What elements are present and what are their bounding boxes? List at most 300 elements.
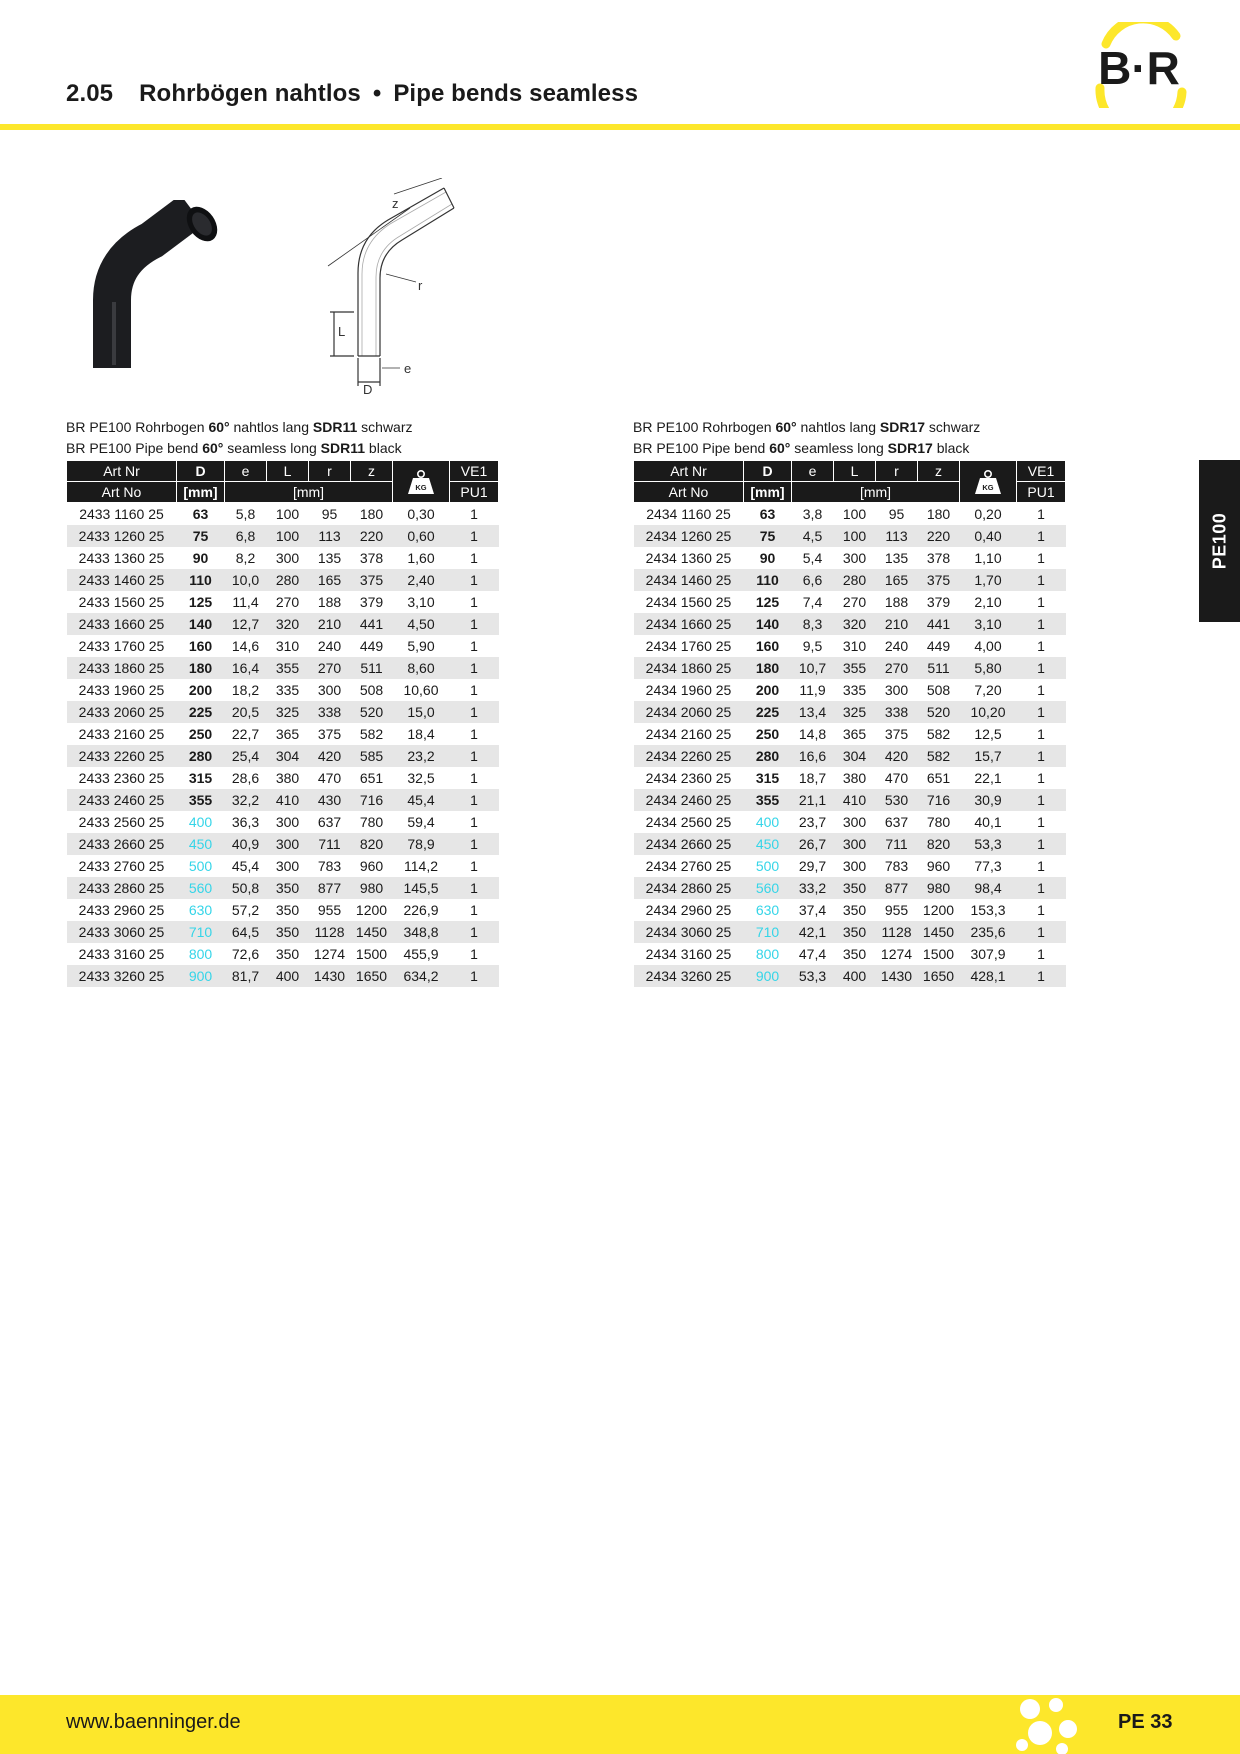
cell-weight: 23,2	[393, 745, 450, 767]
cell-pack-unit: 1	[1037, 857, 1045, 874]
col-header-l: L	[834, 461, 876, 482]
cell-pack-unit: 1	[1017, 877, 1066, 899]
cell-d: 900	[744, 965, 792, 987]
cell-z: 582	[359, 725, 384, 742]
cell-l: 380	[842, 769, 867, 786]
table-row	[634, 635, 1066, 657]
cell-d: 280	[177, 745, 225, 767]
cell-r: 300	[317, 681, 342, 698]
cell-z: 582	[918, 745, 960, 767]
cell-d: 450	[744, 833, 792, 855]
cell-d: 225	[744, 701, 792, 723]
cell-e: 25,4	[225, 745, 267, 767]
cell-art-no: 2433 2060 25	[67, 701, 177, 723]
cell-art-no: 2433 1360 25	[78, 549, 165, 566]
cell-z: 1200	[922, 901, 955, 918]
cell-r: 637	[884, 813, 909, 830]
decorative-pattern-icon	[1012, 1695, 1082, 1754]
cell-l: 300	[842, 857, 867, 874]
cell-e: 21,1	[792, 789, 834, 811]
cell-l: 300	[267, 833, 309, 855]
cell-weight: 3,10	[407, 593, 435, 610]
cell-z: 379	[926, 593, 951, 610]
cell-r: 955	[317, 901, 342, 918]
cell-l: 325	[834, 701, 876, 723]
cell-z: 511	[351, 657, 393, 679]
cell-d: 140	[744, 613, 792, 635]
cell-art-no: 2433 2560 25	[78, 813, 165, 830]
cell-pack-unit: 1	[450, 701, 499, 723]
cell-pack-unit: 1	[1017, 921, 1066, 943]
cell-z: 511	[918, 657, 960, 679]
cell-l: 365	[275, 725, 300, 742]
cell-l: 270	[275, 593, 300, 610]
cell-art-no: 2434 2660 25	[634, 833, 744, 855]
cell-weight: 226,9	[403, 901, 439, 918]
caption-segment: SDR17	[887, 440, 933, 456]
cell-l: 310	[275, 637, 300, 654]
cell-l: 300	[842, 813, 867, 830]
cell-l: 350	[275, 901, 300, 918]
table-row	[634, 899, 1066, 921]
cell-l: 350	[275, 945, 300, 962]
cell-l: 310	[842, 637, 867, 654]
cell-l: 410	[834, 789, 876, 811]
cell-z: 820	[918, 833, 960, 855]
cell-e: 8,3	[792, 613, 834, 635]
table-row	[67, 811, 499, 833]
caption-segment: schwarz	[357, 419, 413, 435]
cell-l: 380	[275, 769, 300, 786]
cell-e: 13,4	[792, 701, 834, 723]
caption-segment: seamless long	[790, 440, 888, 456]
cell-weight: 78,9	[393, 833, 450, 855]
cell-art-no: 2434 2360 25	[645, 769, 732, 786]
cell-art-no: 2434 2260 25	[634, 745, 744, 767]
cell-pack-unit: 1	[470, 549, 478, 566]
cell-r: 135	[884, 549, 909, 566]
table-row	[67, 657, 499, 679]
cell-d: 125	[188, 593, 213, 610]
cell-z: 375	[351, 569, 393, 591]
col-header-e: e	[225, 461, 267, 482]
col-header-art-nr: Art Nr	[634, 461, 744, 482]
cell-d: 400	[755, 813, 780, 830]
table-row	[634, 547, 1066, 569]
cell-l: 350	[267, 921, 309, 943]
cell-art-no: 2434 3160 25	[645, 945, 732, 962]
header-rule	[0, 124, 1240, 130]
cell-z: 582	[926, 725, 951, 742]
cell-z: 960	[359, 857, 384, 874]
cell-weight: 45,4	[393, 789, 450, 811]
table-row	[634, 723, 1066, 745]
cell-pack-unit: 1	[450, 921, 499, 943]
cell-l: 280	[267, 569, 309, 591]
cell-d: 800	[188, 945, 213, 962]
table-row	[634, 811, 1066, 833]
col-header-mm-unit: [mm]	[792, 482, 960, 503]
table-row	[634, 613, 1066, 635]
table-row	[67, 503, 499, 525]
table-row	[67, 701, 499, 723]
cell-weight: 59,4	[407, 813, 435, 830]
cell-pack-unit: 1	[1017, 657, 1066, 679]
cell-weight: 145,5	[393, 877, 450, 899]
cell-z: 716	[351, 789, 393, 811]
cell-pack-unit: 1	[1037, 769, 1045, 786]
cell-pack-unit: 1	[1037, 813, 1045, 830]
cell-r: 165	[876, 569, 918, 591]
title-separator: •	[372, 80, 382, 107]
cell-e: 29,7	[798, 857, 827, 874]
cell-l: 320	[834, 613, 876, 635]
cell-l: 300	[275, 813, 300, 830]
cell-l: 365	[842, 725, 867, 742]
cell-art-no: 2434 2760 25	[645, 857, 732, 874]
cell-pack-unit: 1	[470, 593, 478, 610]
cell-weight: 428,1	[960, 965, 1017, 987]
cell-weight: 77,3	[974, 857, 1002, 874]
cell-weight: 98,4	[960, 877, 1017, 899]
cell-art-no: 2433 3260 25	[67, 965, 177, 987]
table-block-sdr17	[633, 417, 1065, 987]
cell-e: 47,4	[798, 945, 827, 962]
cell-weight: 5,90	[407, 637, 435, 654]
cell-z: 716	[918, 789, 960, 811]
cell-e: 36,3	[231, 813, 260, 830]
cell-z: 1650	[351, 965, 393, 987]
cell-art-no: 2434 2060 25	[634, 701, 744, 723]
cell-e: 6,6	[792, 569, 834, 591]
cell-r: 188	[317, 593, 342, 610]
cell-pack-unit: 1	[1017, 833, 1066, 855]
cell-z: 180	[359, 505, 384, 522]
cell-l: 355	[834, 657, 876, 679]
svg-text:KG: KG	[982, 482, 994, 492]
dim-l-label: L	[338, 324, 346, 339]
caption-segment: SDR17	[879, 419, 926, 435]
table-row	[634, 525, 1066, 547]
cell-l: 350	[834, 921, 876, 943]
col-header-weight	[960, 461, 1017, 503]
col-header-weight	[393, 461, 450, 503]
cell-art-no: 2433 1960 25	[78, 681, 165, 698]
cell-e: 5,4	[802, 549, 823, 566]
cell-d: 250	[188, 725, 213, 742]
cell-pack-unit: 1	[470, 945, 478, 962]
cell-z: 651	[926, 769, 951, 786]
table-row	[67, 591, 499, 613]
cell-pack-unit: 1	[1037, 945, 1045, 962]
cell-e: 33,2	[792, 877, 834, 899]
table-row	[67, 679, 499, 701]
col-header-pu1: PU1	[450, 482, 499, 503]
cell-weight: 10,20	[960, 701, 1017, 723]
cell-art-no: 2433 2860 25	[67, 877, 177, 899]
cell-pack-unit: 1	[1037, 681, 1045, 698]
table-row	[67, 789, 499, 811]
cell-pack-unit: 1	[450, 965, 499, 987]
cell-weight: 455,9	[403, 945, 439, 962]
cell-l: 300	[842, 549, 867, 566]
cell-z: 520	[918, 701, 960, 723]
cell-pack-unit: 1	[1037, 901, 1045, 918]
cell-d: 63	[192, 505, 209, 522]
cell-art-no: 2433 2260 25	[67, 745, 177, 767]
caption-segment: 60°	[202, 440, 224, 456]
cell-r: 210	[876, 613, 918, 635]
cell-weight: 348,8	[393, 921, 450, 943]
cell-pack-unit: 1	[1017, 789, 1066, 811]
header-row	[67, 461, 499, 482]
cell-e: 11,9	[799, 681, 826, 698]
cell-r: 188	[884, 593, 909, 610]
dim-r-label: r	[418, 278, 423, 293]
cell-art-no: 2433 1260 25	[67, 525, 177, 547]
cell-pack-unit: 1	[1017, 965, 1066, 987]
cell-art-no: 2434 1460 25	[634, 569, 744, 591]
spec-table	[633, 460, 1066, 987]
caption-segment: 60°	[208, 419, 230, 435]
col-header-art-no: Art No	[67, 482, 177, 503]
cell-l: 335	[275, 681, 300, 698]
cell-weight: 1,70	[960, 569, 1017, 591]
table-row	[67, 855, 499, 877]
cell-l: 400	[834, 965, 876, 987]
cell-r: 240	[884, 637, 909, 654]
cell-weight: 0,60	[393, 525, 450, 547]
table-row	[634, 503, 1066, 525]
col-header-l: L	[267, 461, 309, 482]
cell-d: 75	[177, 525, 225, 547]
cell-z: 378	[926, 549, 951, 566]
cell-d: 630	[755, 901, 780, 918]
cell-z: 379	[359, 593, 384, 610]
cell-pack-unit: 1	[450, 657, 499, 679]
cell-z: 980	[351, 877, 393, 899]
cell-d: 110	[744, 569, 792, 591]
cell-r: 113	[309, 525, 351, 547]
caption-english	[66, 438, 498, 459]
col-header-e: e	[792, 461, 834, 482]
cell-r: 1128	[876, 921, 918, 943]
col-header-z: z	[918, 461, 960, 482]
col-header-mm-unit: [mm]	[225, 482, 393, 503]
cell-pack-unit: 1	[1017, 525, 1066, 547]
cell-e: 72,6	[231, 945, 260, 962]
cell-weight: 22,1	[974, 769, 1002, 786]
cell-l: 280	[834, 569, 876, 591]
cell-z: 1500	[355, 945, 388, 962]
cell-r: 877	[876, 877, 918, 899]
cell-e: 42,1	[792, 921, 834, 943]
cell-d: 800	[755, 945, 780, 962]
cell-e: 3,8	[802, 505, 823, 522]
caption-segment: seamless long	[223, 440, 321, 456]
cell-r: 637	[317, 813, 342, 830]
table-row	[634, 877, 1066, 899]
cell-weight: 30,9	[960, 789, 1017, 811]
cell-z: 508	[926, 681, 951, 698]
cell-weight: 5,80	[960, 657, 1017, 679]
cell-pack-unit: 1	[470, 681, 478, 698]
cell-r: 375	[317, 725, 342, 742]
table-row	[67, 525, 499, 547]
cell-weight: 4,00	[974, 637, 1002, 654]
cell-art-no: 2434 1260 25	[634, 525, 744, 547]
cell-art-no: 2433 2460 25	[67, 789, 177, 811]
cell-z: 449	[359, 637, 384, 654]
cell-r: 165	[309, 569, 351, 591]
cell-art-no: 2434 1960 25	[645, 681, 732, 698]
cell-r: 877	[309, 877, 351, 899]
cell-art-no: 2434 2960 25	[645, 901, 732, 918]
cell-r: 530	[876, 789, 918, 811]
cell-z: 520	[351, 701, 393, 723]
cell-weight: 1,10	[974, 549, 1002, 566]
cell-d: 450	[177, 833, 225, 855]
svg-text:KG: KG	[415, 482, 427, 492]
cell-z: 375	[918, 569, 960, 591]
caption-segment: SDR11	[320, 440, 366, 456]
spec-table	[66, 460, 499, 987]
cell-z: 651	[359, 769, 384, 786]
cell-r: 270	[309, 657, 351, 679]
col-header-z: z	[351, 461, 393, 482]
cell-l: 320	[267, 613, 309, 635]
cell-z: 780	[359, 813, 384, 830]
cell-weight: 53,3	[960, 833, 1017, 855]
table-row	[634, 943, 1066, 965]
caption-segment: 60°	[775, 419, 797, 435]
page-number: PE 33	[1118, 1711, 1173, 1733]
cell-weight: 3,10	[960, 613, 1017, 635]
cell-e: 10,0	[225, 569, 267, 591]
cell-l: 350	[842, 945, 867, 962]
cell-z: 980	[918, 877, 960, 899]
cell-r: 470	[884, 769, 909, 786]
cell-r: 338	[309, 701, 351, 723]
cell-d: 140	[177, 613, 225, 635]
page-footer	[0, 1695, 1240, 1754]
cell-art-no: 2434 3060 25	[634, 921, 744, 943]
cell-weight: 40,1	[974, 813, 1002, 830]
cell-z: 780	[926, 813, 951, 830]
cell-pack-unit: 1	[450, 569, 499, 591]
table-row	[67, 767, 499, 789]
cell-weight: 634,2	[393, 965, 450, 987]
col-header-r: r	[309, 461, 351, 482]
cell-r: 711	[876, 833, 918, 855]
cell-art-no: 2434 1160 25	[646, 505, 731, 522]
caption-segment: BR PE100 Rohrbogen	[66, 419, 209, 435]
cell-d: 160	[188, 637, 213, 654]
cell-pack-unit: 1	[450, 745, 499, 767]
cell-d: 355	[177, 789, 225, 811]
cell-d: 90	[759, 549, 776, 566]
cell-z: 960	[926, 857, 951, 874]
cell-art-no: 2433 1760 25	[78, 637, 165, 654]
cell-l: 300	[275, 857, 300, 874]
footer-url-link[interactable]: www.baenninger.de	[66, 1711, 241, 1733]
caption-segment: BR PE100 Pipe bend	[633, 440, 770, 456]
cell-art-no: 2433 2760 25	[78, 857, 165, 874]
table-row	[67, 921, 499, 943]
table-row	[634, 921, 1066, 943]
cell-pack-unit: 1	[470, 725, 478, 742]
caption-segment: nahtlos lang	[796, 419, 880, 435]
table-row	[67, 547, 499, 569]
cell-l: 350	[842, 901, 867, 918]
table-row	[67, 723, 499, 745]
cell-art-no: 2434 2560 25	[645, 813, 732, 830]
title-english: Pipe bends seamless	[393, 80, 639, 107]
cell-d: 500	[188, 857, 213, 874]
cell-art-no: 2433 2360 25	[78, 769, 165, 786]
caption-german	[66, 417, 498, 438]
cell-d: 560	[744, 877, 792, 899]
cell-z: 1450	[918, 921, 960, 943]
table-row	[634, 767, 1066, 789]
cell-e: 50,8	[225, 877, 267, 899]
table-row	[67, 635, 499, 657]
cell-art-no: 2434 1760 25	[645, 637, 732, 654]
cell-art-no: 2433 1160 25	[79, 505, 164, 522]
table-row	[634, 657, 1066, 679]
cell-pack-unit: 1	[1037, 505, 1045, 522]
cell-r: 113	[876, 525, 918, 547]
cell-pack-unit: 1	[470, 813, 478, 830]
cell-art-no: 2433 3060 25	[67, 921, 177, 943]
cell-pack-unit: 1	[450, 525, 499, 547]
cell-weight: 114,2	[404, 857, 438, 874]
cell-art-no: 2434 1860 25	[634, 657, 744, 679]
caption-segment: schwarz	[925, 419, 981, 435]
col-header-ve1: VE1	[1017, 461, 1066, 482]
cell-r: 711	[309, 833, 351, 855]
cell-e: 23,7	[798, 813, 827, 830]
caption-segment: SDR11	[312, 419, 358, 435]
table-row	[67, 745, 499, 767]
cell-l: 100	[267, 525, 309, 547]
cell-r: 420	[876, 745, 918, 767]
cell-weight: 1,60	[407, 549, 435, 566]
table-row	[634, 789, 1066, 811]
cell-weight: 0,40	[960, 525, 1017, 547]
logo-text: B·R	[1098, 42, 1180, 94]
dim-e-label: e	[404, 361, 412, 376]
caption-segment: BR PE100 Pipe bend	[66, 440, 203, 456]
cell-pack-unit: 1	[470, 637, 478, 654]
cell-pack-unit: 1	[470, 857, 478, 874]
cell-art-no: 2433 2160 25	[78, 725, 165, 742]
cell-weight: 18,4	[407, 725, 435, 742]
cell-art-no: 2434 1660 25	[634, 613, 744, 635]
col-header-d: D	[744, 461, 792, 482]
cell-e: 11,4	[232, 593, 259, 610]
cell-d: 315	[755, 769, 780, 786]
cell-pack-unit: 1	[470, 769, 478, 786]
cell-e: 81,7	[225, 965, 267, 987]
cell-pack-unit: 1	[1017, 701, 1066, 723]
table-row	[634, 745, 1066, 767]
cell-r: 1128	[309, 921, 351, 943]
cell-e: 14,8	[798, 725, 827, 742]
cell-art-no: 2434 2160 25	[645, 725, 732, 742]
company-logo	[1084, 22, 1194, 108]
caption-segment: nahtlos lang	[229, 419, 313, 435]
